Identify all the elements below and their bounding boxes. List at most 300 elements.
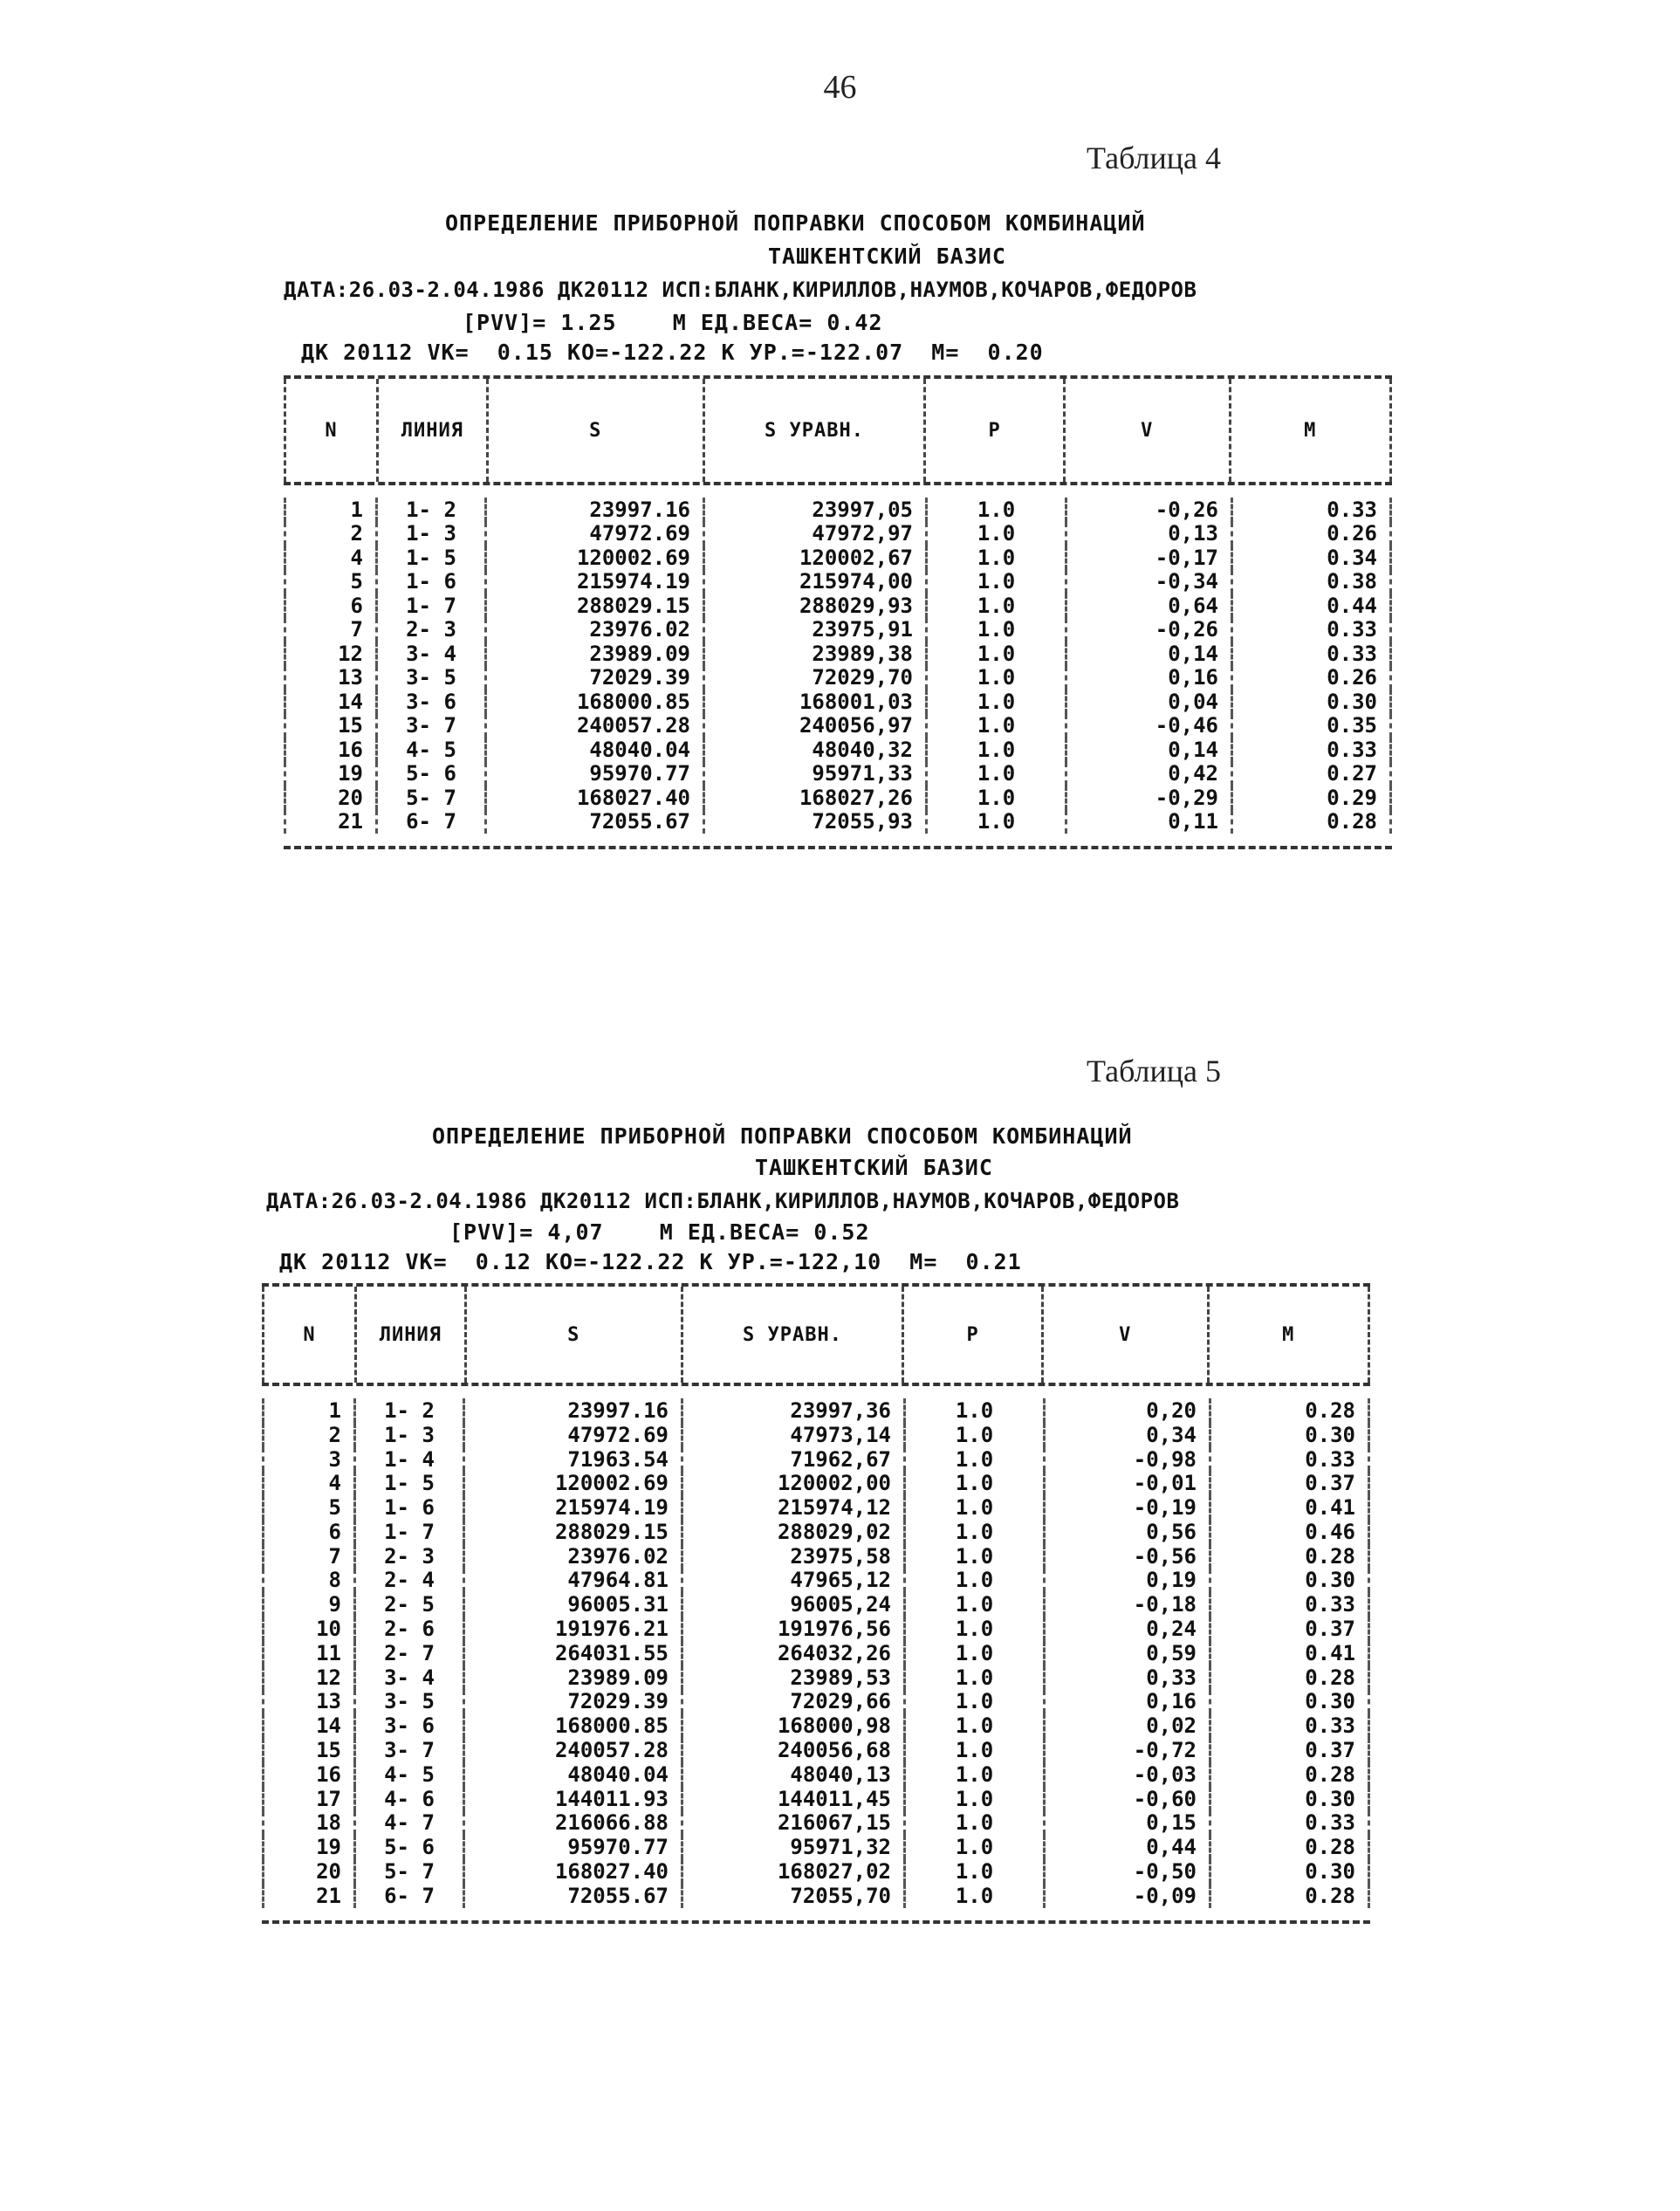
cell-s-adj: 23997,05 [703, 498, 925, 522]
table-row [284, 594, 1392, 618]
cell-line: 1- 6 [353, 1495, 463, 1520]
cell-s-adj: 47965,12 [681, 1569, 903, 1593]
cell-s: 47964.81 [463, 1569, 681, 1593]
cell-m: 0.28 [1231, 810, 1392, 834]
cell-line: 2- 5 [353, 1592, 463, 1617]
table5-weight-line: [PVV]= 4,07 M ЕД.ВЕСА= 0.52 [449, 1219, 870, 1245]
cell-s-adj: 72055,93 [703, 810, 925, 834]
table5-bottom-rule [262, 1920, 1370, 1924]
table-row [262, 1884, 1370, 1908]
cell-line: 1- 4 [353, 1447, 463, 1472]
cell-p: 1.0 [903, 1569, 1043, 1593]
table-row [262, 1617, 1370, 1641]
cell-n: 4 [284, 546, 375, 570]
cell-m: 0.26 [1231, 522, 1392, 546]
cell-v: -0,46 [1065, 714, 1231, 738]
cell-line: 1- 7 [375, 594, 484, 618]
cell-line: 3- 4 [375, 642, 484, 666]
table5-body [262, 1386, 1370, 1920]
cell-m: 0.33 [1231, 642, 1392, 666]
cell-line: 2- 7 [353, 1641, 463, 1665]
cell-s-adj: 23975,58 [681, 1544, 903, 1569]
table5-header-p: P [902, 1287, 1041, 1383]
table4-header-n: N [284, 379, 376, 482]
table4-header-s: S [486, 379, 703, 482]
cell-p: 1.0 [925, 642, 1065, 666]
cell-s-adj: 240056,97 [703, 714, 925, 738]
cell-line: 1- 2 [353, 1398, 463, 1423]
cell-n: 12 [262, 1665, 353, 1690]
table-row [284, 762, 1392, 786]
cell-v: 0,56 [1043, 1520, 1209, 1544]
cell-s: 23989.09 [463, 1665, 681, 1690]
cell-p: 1.0 [925, 666, 1065, 690]
cell-v: -0,98 [1043, 1447, 1209, 1472]
table4-bottom-rule [284, 846, 1392, 849]
cell-s: 72029.39 [484, 666, 703, 690]
cell-n: 19 [284, 762, 375, 786]
table-row [262, 1787, 1370, 1811]
cell-line: 3- 5 [353, 1690, 463, 1714]
cell-s: 168027.40 [484, 786, 703, 810]
cell-s: 288029.15 [463, 1520, 681, 1544]
table-row [284, 522, 1392, 546]
cell-p: 1.0 [903, 1520, 1043, 1544]
cell-m: 0.44 [1231, 594, 1392, 618]
table-row [284, 498, 1392, 522]
cell-p: 1.0 [903, 1713, 1043, 1738]
cell-m: 0.30 [1209, 1690, 1370, 1714]
cell-m: 0.34 [1231, 546, 1392, 570]
table-row [262, 1447, 1370, 1472]
table4-header-v: V [1063, 379, 1228, 482]
cell-p: 1.0 [903, 1762, 1043, 1787]
cell-line: 1- 7 [353, 1520, 463, 1544]
cell-m: 0.38 [1231, 570, 1392, 594]
table4-dk-line: ДК 20112 VK= 0.15 KO=-122.22 K УР.=-122.07 M= 0.20 [301, 340, 1044, 365]
table4-date-line: ДАТА:26.03-2.04.1986 ДК20112 ИСП:БЛАНК,КИРИЛЛОВ,НАУМОВ,КОЧАРОВ,ФЕДОРОВ [284, 278, 1197, 302]
table-row [284, 738, 1392, 762]
cell-s-adj: 240056,68 [681, 1738, 903, 1762]
cell-v: -0,56 [1043, 1544, 1209, 1569]
cell-line: 2- 3 [375, 618, 484, 642]
cell-s-adj: 168027,26 [703, 786, 925, 810]
cell-n: 16 [284, 738, 375, 762]
cell-v: -0,19 [1043, 1495, 1209, 1520]
cell-p: 1.0 [903, 1423, 1043, 1447]
cell-v: 0,33 [1043, 1665, 1209, 1690]
cell-s: 23997.16 [484, 498, 703, 522]
cell-v: 0,20 [1043, 1398, 1209, 1423]
cell-line: 1- 5 [375, 546, 484, 570]
table5-header-row [262, 1287, 1370, 1383]
table-row [262, 1762, 1370, 1787]
cell-n: 20 [284, 786, 375, 810]
cell-m: 0.28 [1209, 1665, 1370, 1690]
table5-header-n: N [262, 1287, 354, 1383]
cell-n: 14 [262, 1713, 353, 1738]
table5-date-line: ДАТА:26.03-2.04.1986 ДК20112 ИСП:БЛАНК,КИРИЛЛОВ,НАУМОВ,КОЧАРОВ,ФЕДОРОВ [266, 1189, 1180, 1213]
table4 [284, 375, 1392, 849]
cell-n: 3 [262, 1447, 353, 1472]
table5-caption: Таблица 5 [1087, 1054, 1221, 1088]
table-row [262, 1520, 1370, 1544]
cell-s: 48040.04 [484, 738, 703, 762]
cell-v: -0,03 [1043, 1762, 1209, 1787]
cell-line: 5- 6 [353, 1835, 463, 1859]
cell-s: 95970.77 [484, 762, 703, 786]
cell-m: 0.28 [1209, 1398, 1370, 1423]
cell-s: 72029.39 [463, 1690, 681, 1714]
cell-s: 240057.28 [484, 714, 703, 738]
table-row [284, 714, 1392, 738]
table-row [284, 642, 1392, 666]
cell-line: 4- 6 [353, 1787, 463, 1811]
cell-line: 2- 6 [353, 1617, 463, 1641]
cell-m: 0.33 [1231, 738, 1392, 762]
cell-n: 17 [262, 1787, 353, 1811]
cell-m: 0.28 [1209, 1762, 1370, 1787]
cell-s-adj: 72055,70 [681, 1884, 903, 1908]
cell-m: 0.33 [1209, 1713, 1370, 1738]
cell-p: 1.0 [903, 1859, 1043, 1884]
cell-s: 23989.09 [484, 642, 703, 666]
table-row [284, 618, 1392, 642]
cell-p: 1.0 [903, 1617, 1043, 1641]
cell-s: 72055.67 [463, 1884, 681, 1908]
cell-v: 0,14 [1065, 642, 1231, 666]
cell-v: -0,50 [1043, 1859, 1209, 1884]
cell-n: 7 [262, 1544, 353, 1569]
cell-line: 1- 5 [353, 1471, 463, 1495]
table4-header-m: M [1229, 379, 1393, 482]
cell-n: 2 [284, 522, 375, 546]
table4-header-p: P [923, 379, 1063, 482]
cell-p: 1.0 [903, 1835, 1043, 1859]
cell-s: 215974.19 [463, 1495, 681, 1520]
cell-m: 0.27 [1231, 762, 1392, 786]
cell-s: 288029.15 [484, 594, 703, 618]
cell-v: 0,11 [1065, 810, 1231, 834]
table4-caption: Таблица 4 [1087, 141, 1221, 175]
cell-p: 1.0 [903, 1544, 1043, 1569]
cell-line: 1- 6 [375, 570, 484, 594]
cell-n: 4 [262, 1471, 353, 1495]
cell-p: 1.0 [903, 1471, 1043, 1495]
cell-p: 1.0 [925, 594, 1065, 618]
cell-s: 120002.69 [463, 1471, 681, 1495]
table-row [262, 1471, 1370, 1495]
table-row [262, 1738, 1370, 1762]
cell-s-adj: 168000,98 [681, 1713, 903, 1738]
cell-p: 1.0 [925, 498, 1065, 522]
table-row [262, 1592, 1370, 1617]
cell-v: 0,59 [1043, 1641, 1209, 1665]
cell-line: 5- 7 [353, 1859, 463, 1884]
cell-s: 72055.67 [484, 810, 703, 834]
cell-v: -0,72 [1043, 1738, 1209, 1762]
table4-subtitle: ТАШКЕНТСКИЙ БАЗИС [768, 244, 1006, 269]
table-row [262, 1641, 1370, 1665]
cell-m: 0.33 [1209, 1447, 1370, 1472]
cell-s: 264031.55 [463, 1641, 681, 1665]
table5-header-s-adj: S УРАВН. [681, 1287, 902, 1383]
cell-line: 4- 5 [353, 1762, 463, 1787]
cell-s: 23976.02 [463, 1544, 681, 1569]
table-row [284, 810, 1392, 834]
cell-p: 1.0 [925, 690, 1065, 714]
cell-s: 47972.69 [463, 1423, 681, 1447]
cell-m: 0.30 [1209, 1859, 1370, 1884]
cell-n: 1 [284, 498, 375, 522]
cell-s-adj: 120002,67 [703, 546, 925, 570]
cell-s: 168027.40 [463, 1859, 681, 1884]
cell-s-adj: 96005,24 [681, 1592, 903, 1617]
cell-m: 0.30 [1209, 1423, 1370, 1447]
table5-header-m: M [1207, 1287, 1371, 1383]
cell-p: 1.0 [903, 1641, 1043, 1665]
cell-s: 96005.31 [463, 1592, 681, 1617]
cell-m: 0.28 [1209, 1835, 1370, 1859]
cell-s-adj: 23989,38 [703, 642, 925, 666]
cell-v: -0,29 [1065, 786, 1231, 810]
cell-n: 15 [284, 714, 375, 738]
cell-line: 5- 6 [375, 762, 484, 786]
cell-n: 15 [262, 1738, 353, 1762]
cell-line: 5- 7 [375, 786, 484, 810]
cell-m: 0.35 [1231, 714, 1392, 738]
cell-p: 1.0 [925, 738, 1065, 762]
cell-s-adj: 168001,03 [703, 690, 925, 714]
cell-v: 0,14 [1065, 738, 1231, 762]
table-row [262, 1690, 1370, 1714]
cell-s-adj: 215974,00 [703, 570, 925, 594]
table4-title: ОПРЕДЕЛЕНИЕ ПРИБОРНОЙ ПОПРАВКИ СПОСОБОМ КОМБИНАЦИЙ [445, 210, 1146, 236]
table-row [262, 1859, 1370, 1884]
cell-line: 3- 6 [375, 690, 484, 714]
cell-n: 18 [262, 1811, 353, 1836]
cell-p: 1.0 [903, 1884, 1043, 1908]
cell-p: 1.0 [925, 714, 1065, 738]
cell-n: 19 [262, 1835, 353, 1859]
cell-m: 0.41 [1209, 1495, 1370, 1520]
cell-v: -0,34 [1065, 570, 1231, 594]
table-row [262, 1398, 1370, 1423]
table-row [284, 546, 1392, 570]
cell-n: 6 [284, 594, 375, 618]
cell-p: 1.0 [925, 786, 1065, 810]
cell-s-adj: 72029,70 [703, 666, 925, 690]
cell-v: -0,60 [1043, 1787, 1209, 1811]
cell-s: 191976.21 [463, 1617, 681, 1641]
table5-subtitle: ТАШКЕНТСКИЙ БАЗИС [755, 1155, 993, 1180]
cell-n: 1 [262, 1398, 353, 1423]
cell-p: 1.0 [903, 1690, 1043, 1714]
cell-s-adj: 288029,02 [681, 1520, 903, 1544]
cell-n: 20 [262, 1859, 353, 1884]
cell-s: 95970.77 [463, 1835, 681, 1859]
table5-header-line: ЛИНИЯ [354, 1287, 464, 1383]
cell-v: -0,18 [1043, 1592, 1209, 1617]
cell-s: 144011.93 [463, 1787, 681, 1811]
cell-s: 71963.54 [463, 1447, 681, 1472]
cell-p: 1.0 [925, 618, 1065, 642]
table-row [284, 786, 1392, 810]
cell-n: 9 [262, 1592, 353, 1617]
cell-m: 0.37 [1209, 1617, 1370, 1641]
cell-line: 6- 7 [353, 1884, 463, 1908]
cell-v: 0,42 [1065, 762, 1231, 786]
cell-n: 13 [284, 666, 375, 690]
cell-v: 0,64 [1065, 594, 1231, 618]
cell-m: 0.41 [1209, 1641, 1370, 1665]
cell-p: 1.0 [903, 1447, 1043, 1472]
cell-s: 120002.69 [484, 546, 703, 570]
cell-n: 8 [262, 1569, 353, 1593]
cell-n: 5 [262, 1495, 353, 1520]
cell-n: 10 [262, 1617, 353, 1641]
table4-header-row [284, 379, 1392, 482]
cell-s: 47972.69 [484, 522, 703, 546]
table4-header-line: ЛИНИЯ [376, 379, 486, 482]
cell-s: 240057.28 [463, 1738, 681, 1762]
cell-n: 2 [262, 1423, 353, 1447]
cell-s-adj: 47972,97 [703, 522, 925, 546]
cell-v: 0,15 [1043, 1811, 1209, 1836]
cell-p: 1.0 [903, 1787, 1043, 1811]
cell-s-adj: 264032,26 [681, 1641, 903, 1665]
cell-v: 0,16 [1043, 1690, 1209, 1714]
cell-m: 0.33 [1231, 498, 1392, 522]
cell-n: 6 [262, 1520, 353, 1544]
table5-header-v: V [1041, 1287, 1206, 1383]
cell-m: 0.30 [1209, 1787, 1370, 1811]
cell-p: 1.0 [903, 1495, 1043, 1520]
table-row [262, 1569, 1370, 1593]
cell-n: 12 [284, 642, 375, 666]
cell-m: 0.46 [1209, 1520, 1370, 1544]
table4-header-s-adj: S УРАВН. [703, 379, 923, 482]
cell-line: 2- 3 [353, 1544, 463, 1569]
cell-n: 13 [262, 1690, 353, 1714]
table-row [262, 1713, 1370, 1738]
cell-m: 0.33 [1231, 618, 1392, 642]
cell-p: 1.0 [925, 810, 1065, 834]
cell-s: 23997.16 [463, 1398, 681, 1423]
cell-n: 7 [284, 618, 375, 642]
cell-v: 0,13 [1065, 522, 1231, 546]
cell-m: 0.33 [1209, 1811, 1370, 1836]
table-row [284, 666, 1392, 690]
cell-p: 1.0 [903, 1592, 1043, 1617]
table-row [262, 1665, 1370, 1690]
cell-line: 3- 7 [353, 1738, 463, 1762]
cell-s-adj: 288029,93 [703, 594, 925, 618]
cell-s-adj: 23989,53 [681, 1665, 903, 1690]
cell-s-adj: 95971,33 [703, 762, 925, 786]
cell-line: 3- 6 [353, 1713, 463, 1738]
cell-s-adj: 144011,45 [681, 1787, 903, 1811]
cell-v: -0,01 [1043, 1471, 1209, 1495]
cell-v: 0,19 [1043, 1569, 1209, 1593]
table4-weight-line: [PVV]= 1.25 M ЕД.ВЕСА= 0.42 [463, 310, 883, 335]
cell-p: 1.0 [903, 1738, 1043, 1762]
cell-line: 3- 5 [375, 666, 484, 690]
cell-v: -0,17 [1065, 546, 1231, 570]
cell-line: 4- 5 [375, 738, 484, 762]
cell-s: 23976.02 [484, 618, 703, 642]
table5 [262, 1283, 1370, 1924]
cell-s-adj: 120002,00 [681, 1471, 903, 1495]
cell-s-adj: 71962,67 [681, 1447, 903, 1472]
table4-body [284, 485, 1392, 846]
cell-p: 1.0 [925, 546, 1065, 570]
table5-header-s: S [464, 1287, 681, 1383]
table-row [262, 1495, 1370, 1520]
cell-v: 0,02 [1043, 1713, 1209, 1738]
cell-s-adj: 72029,66 [681, 1690, 903, 1714]
cell-n: 21 [284, 810, 375, 834]
page-number: 46 [823, 69, 857, 106]
cell-m: 0.29 [1231, 786, 1392, 810]
cell-s: 216066.88 [463, 1811, 681, 1836]
cell-s: 215974.19 [484, 570, 703, 594]
cell-line: 1- 3 [375, 522, 484, 546]
cell-v: -0,26 [1065, 618, 1231, 642]
cell-v: -0,26 [1065, 498, 1231, 522]
table-row [284, 570, 1392, 594]
cell-v: 0,16 [1065, 666, 1231, 690]
cell-line: 3- 7 [375, 714, 484, 738]
cell-v: 0,24 [1043, 1617, 1209, 1641]
table5-title: ОПРЕДЕЛЕНИЕ ПРИБОРНОЙ ПОПРАВКИ СПОСОБОМ КОМБИНАЦИЙ [432, 1123, 1133, 1149]
cell-n: 11 [262, 1641, 353, 1665]
cell-m: 0.28 [1209, 1544, 1370, 1569]
cell-n: 5 [284, 570, 375, 594]
cell-line: 3- 4 [353, 1665, 463, 1690]
cell-m: 0.37 [1209, 1471, 1370, 1495]
cell-line: 6- 7 [375, 810, 484, 834]
cell-p: 1.0 [903, 1398, 1043, 1423]
cell-s: 168000.85 [463, 1713, 681, 1738]
cell-p: 1.0 [925, 522, 1065, 546]
cell-p: 1.0 [903, 1665, 1043, 1690]
cell-p: 1.0 [925, 570, 1065, 594]
cell-line: 2- 4 [353, 1569, 463, 1593]
cell-s: 168000.85 [484, 690, 703, 714]
table-row [262, 1835, 1370, 1859]
cell-p: 1.0 [925, 762, 1065, 786]
cell-s-adj: 168027,02 [681, 1859, 903, 1884]
cell-v: 0,44 [1043, 1835, 1209, 1859]
table-row [262, 1811, 1370, 1836]
cell-n: 16 [262, 1762, 353, 1787]
cell-s-adj: 215974,12 [681, 1495, 903, 1520]
cell-m: 0.37 [1209, 1738, 1370, 1762]
cell-v: 0,04 [1065, 690, 1231, 714]
cell-s-adj: 23975,91 [703, 618, 925, 642]
cell-m: 0.26 [1231, 666, 1392, 690]
cell-line: 1- 3 [353, 1423, 463, 1447]
cell-line: 4- 7 [353, 1811, 463, 1836]
table-row [262, 1423, 1370, 1447]
cell-line: 1- 2 [375, 498, 484, 522]
cell-m: 0.30 [1209, 1569, 1370, 1593]
cell-m: 0.30 [1231, 690, 1392, 714]
cell-p: 1.0 [903, 1811, 1043, 1836]
cell-s-adj: 47973,14 [681, 1423, 903, 1447]
cell-n: 21 [262, 1884, 353, 1908]
